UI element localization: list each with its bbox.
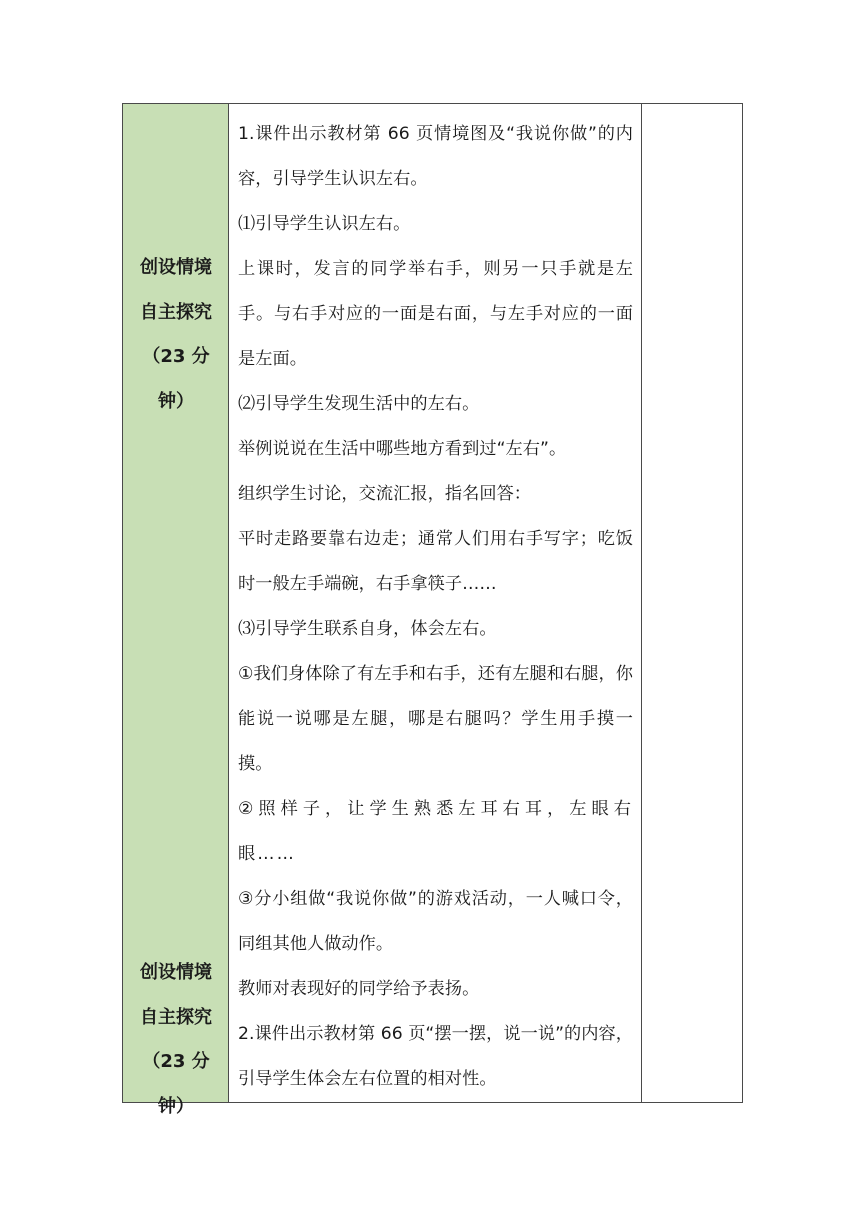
phase-label-line: 自主探究 — [140, 1006, 212, 1028]
content-paragraph: ⑶引导学生联系自身，体会左右。 — [238, 619, 497, 639]
content-paragraph: ⑵引导学生发现生活中的左右。 — [238, 394, 480, 414]
phase-label-line: 钟） — [158, 1095, 194, 1117]
content-paragraph: 2.课件出示教材第 66 页“摆一摆，说一说”的内容，引导学生体会左右位置的相对性。 — [238, 1024, 633, 1089]
activity-content-cell — [229, 104, 642, 1103]
phase-label-line: （23 分 — [142, 1051, 210, 1072]
content-paragraph: ②照样子，让学生熟悉左耳右耳，左眼右眼…… — [238, 799, 633, 864]
content-paragraph: 上课时，发言的同学举右手，则另一只手就是左手。与右手对应的一面是右面，与左手对应的一面是左面。 — [238, 259, 633, 369]
content-paragraph: 教师对表现好的同学给予表扬。 — [238, 979, 480, 999]
phase-label-line: 创设情境 — [140, 962, 212, 983]
content-paragraph: ①我们身体除了有左手和右手，还有左腿和右腿，你能说一说哪是左腿，哪是右腿吗？学生用手摸一摸。 — [238, 664, 633, 774]
content-paragraph: 举例说说在生活中哪些地方看到过“左右”。 — [238, 439, 567, 459]
phase-label-line: 自主探究 — [140, 301, 212, 323]
phase-label-line: （23 分 — [142, 346, 210, 367]
phase-label-repeat — [123, 951, 229, 1129]
content-paragraph: ⑴引导学生认识左右。 — [238, 214, 411, 234]
phase-label-line: 创设情境 — [140, 257, 212, 278]
lesson-plan-table — [122, 103, 743, 1117]
content-paragraph: 组织学生讨论，交流汇报，指名回答： — [238, 484, 532, 504]
notes-cell — [642, 104, 743, 1103]
phase-label-line: 钟） — [158, 390, 194, 412]
table-row — [123, 104, 743, 1103]
content-paragraph: 平时走路要靠右边走；通常人们用右手写字；吃饭时一般左手端碗，右手拿筷子…… — [238, 529, 633, 594]
content-paragraph: ③分小组做“我说你做”的游戏活动，一人喊口令，同组其他人做动作。 — [238, 889, 633, 954]
content-paragraph: 1.课件出示教材第 66 页情境图及“我说你做”的内容，引导学生认识左右。 — [238, 124, 633, 189]
phase-label — [123, 246, 229, 424]
phase-label-cell — [123, 104, 229, 1117]
